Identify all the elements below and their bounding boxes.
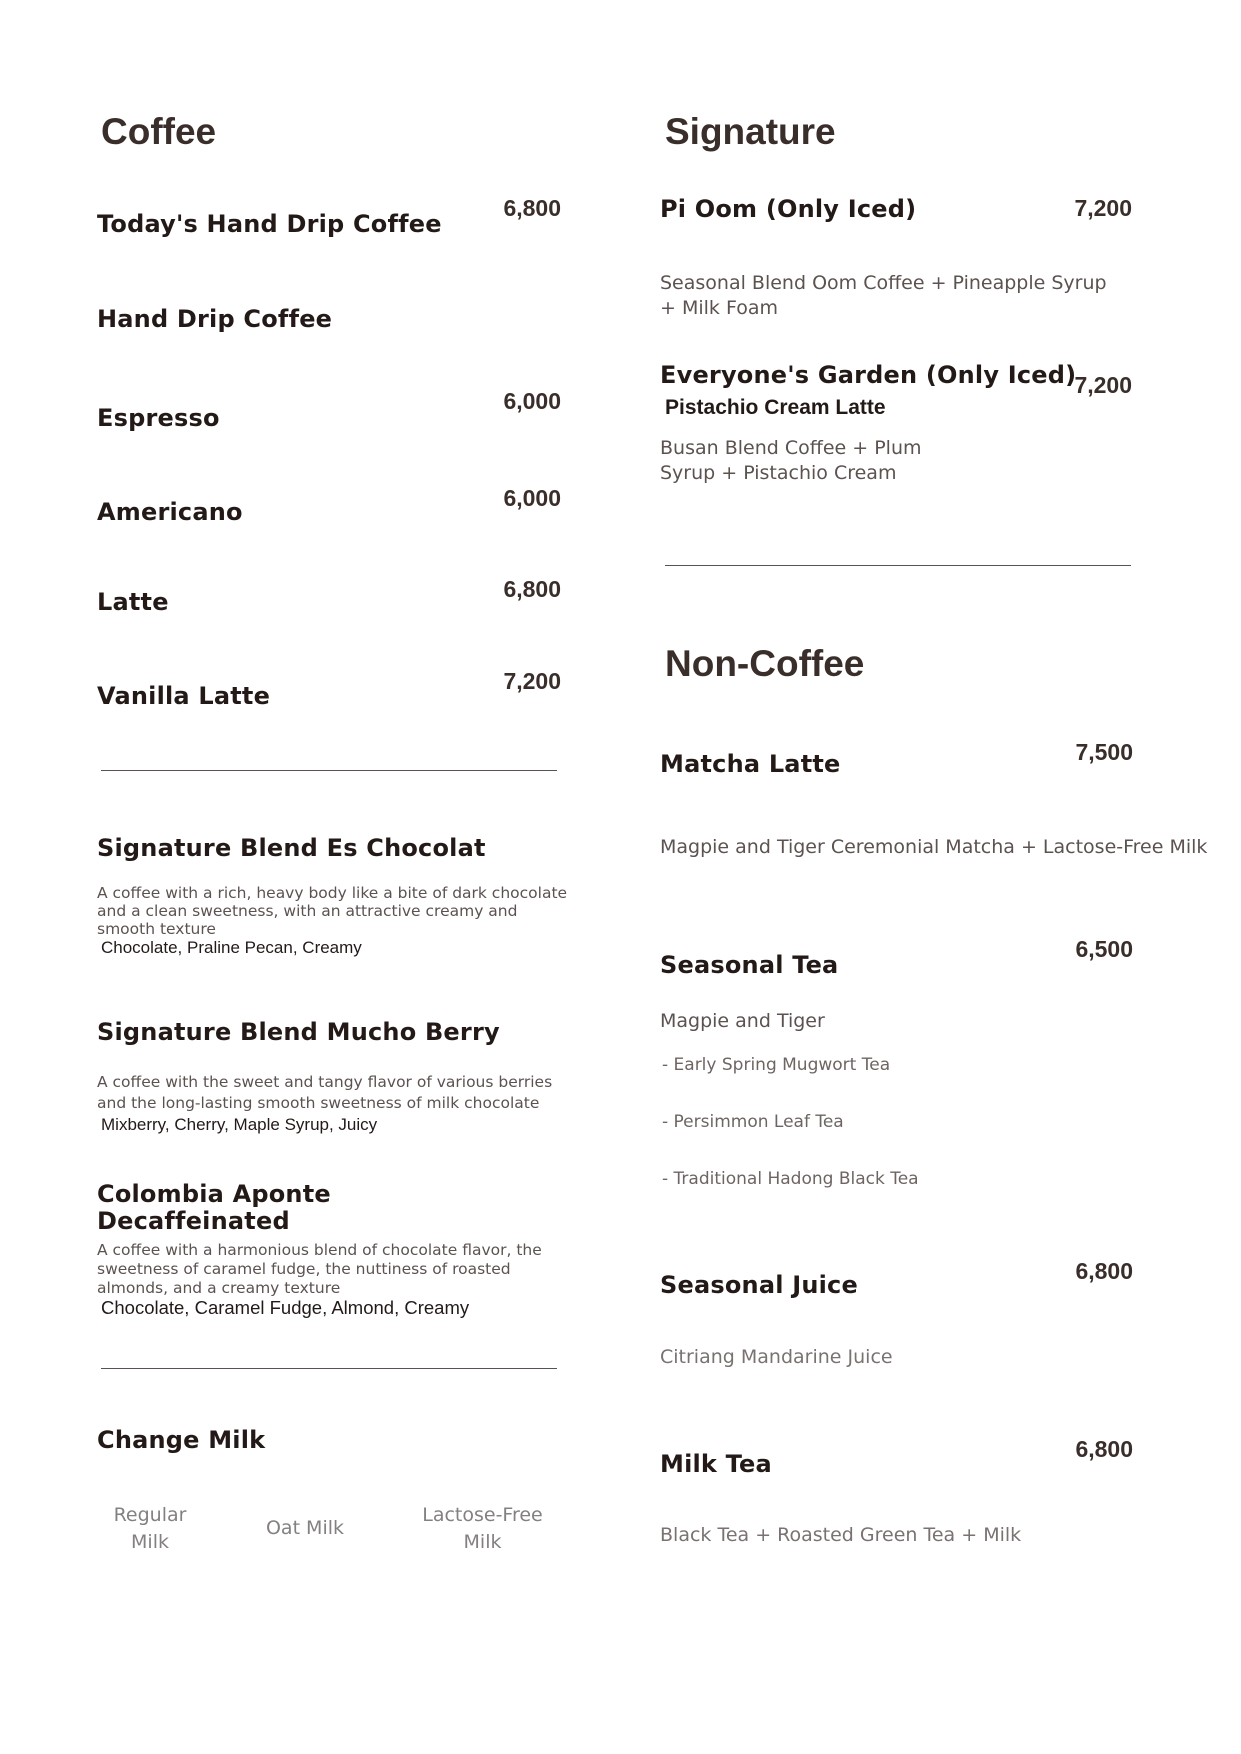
section-divider — [101, 1368, 557, 1369]
menu-item-name: Today's Hand Drip Coffee — [97, 210, 442, 238]
menu-item-description: Seasonal Blend Oom Coffee + Pineapple Syrup — [660, 272, 1107, 294]
menu-item-price: 6,500 — [1075, 936, 1133, 962]
menu-item-name: Pi Oom (Only Iced) — [660, 195, 917, 223]
menu-item-price: 7,200 — [1074, 195, 1132, 221]
tea-option: - Early Spring Mugwort Tea — [662, 1055, 891, 1075]
blend-name: Signature Blend Mucho Berry — [97, 1018, 500, 1046]
menu-item-description: Syrup + Pistachio Cream — [660, 462, 897, 484]
menu-item-name: Espresso — [97, 404, 220, 432]
menu-item-name: Milk Tea — [660, 1450, 772, 1478]
menu-item-price: 7,500 — [1075, 739, 1133, 765]
blend-tasting-notes: Chocolate, Praline Pecan, Creamy — [101, 938, 362, 957]
blend-name: Signature Blend Es Chocolat — [97, 834, 486, 862]
blend-tasting-notes: Chocolate, Caramel Fudge, Almond, Creamy — [101, 1297, 470, 1318]
coffee-heading: Coffee — [101, 111, 217, 152]
menu-item-subtitle: Pistachio Cream Latte — [665, 396, 886, 419]
signature-heading: Signature — [665, 111, 836, 152]
menu-item-name: Seasonal Juice — [660, 1271, 858, 1299]
section-divider — [101, 770, 557, 771]
milk-option-lactose-free: Lactose-Free Milk — [422, 1504, 543, 1553]
menu-item-name: Latte — [97, 588, 169, 616]
menu-item-description: Magpie and Tiger Ceremonial Matcha + Lactose-Free Milk — [660, 836, 1208, 858]
section-divider — [665, 565, 1131, 566]
menu-item-price: 7,200 — [1074, 372, 1132, 398]
menu-item-name: Seasonal Tea — [660, 951, 839, 979]
menu-item-price: 6,000 — [503, 388, 561, 414]
menu-item-price: 6,800 — [1075, 1258, 1133, 1284]
menu-item-name: Everyone's Garden (Only Iced) — [660, 361, 1077, 389]
menu-item-price: 7,200 — [503, 668, 561, 694]
menu-item-name: Vanilla Latte — [97, 682, 271, 710]
menu-item-description: Black Tea + Roasted Green Tea + Milk — [660, 1524, 1022, 1546]
blend-tasting-notes: Mixberry, Cherry, Maple Syrup, Juicy — [101, 1115, 378, 1134]
menu-item-description: Magpie and Tiger — [660, 1010, 825, 1032]
menu-item-description: Citriang Mandarine Juice — [660, 1346, 893, 1368]
blend-description: A coffee with a rich, heavy body like a bite of dark chocolate and a clean sweetness, with an attractive creamy and smooth texture — [97, 884, 568, 938]
blend-description: A coffee with a harmonious blend of chocolate flavor, the sweetness of caramel fudge, the nuttiness of roasted almonds, and a creamy texture — [97, 1241, 542, 1297]
milk-option-oat: Oat Milk — [265, 1517, 345, 1539]
tea-option: - Persimmon Leaf Tea — [662, 1112, 844, 1132]
menu-item-price: 6,800 — [503, 195, 561, 221]
milk-option-regular: Regular Milk — [113, 1504, 187, 1553]
menu-item-price: 6,800 — [503, 576, 561, 602]
non-coffee-heading: Non-Coffee — [665, 643, 865, 684]
menu-item-name: Matcha Latte — [660, 750, 841, 778]
tea-option: - Traditional Hadong Black Tea — [662, 1169, 919, 1189]
menu-item-name: Hand Drip Coffee — [97, 305, 333, 333]
menu-item-description: + Milk Foam — [660, 297, 778, 319]
blend-name — [97, 1181, 331, 1235]
menu-item-name: Americano — [97, 498, 243, 526]
change-milk-heading: Change Milk — [97, 1426, 266, 1454]
blend-name-line: Decaffeinated — [97, 1207, 290, 1235]
blend-description: A coffee with the sweet and tangy flavor of various berries and the long-lasting smooth sweetness of milk chocolate — [97, 1073, 553, 1112]
menu-item-description: Busan Blend Coffee + Plum — [660, 437, 922, 459]
blend-name-line: Colombia Aponte — [97, 1180, 331, 1208]
menu-item-price: 6,800 — [1075, 1436, 1133, 1462]
menu-item-price: 6,000 — [503, 485, 561, 511]
